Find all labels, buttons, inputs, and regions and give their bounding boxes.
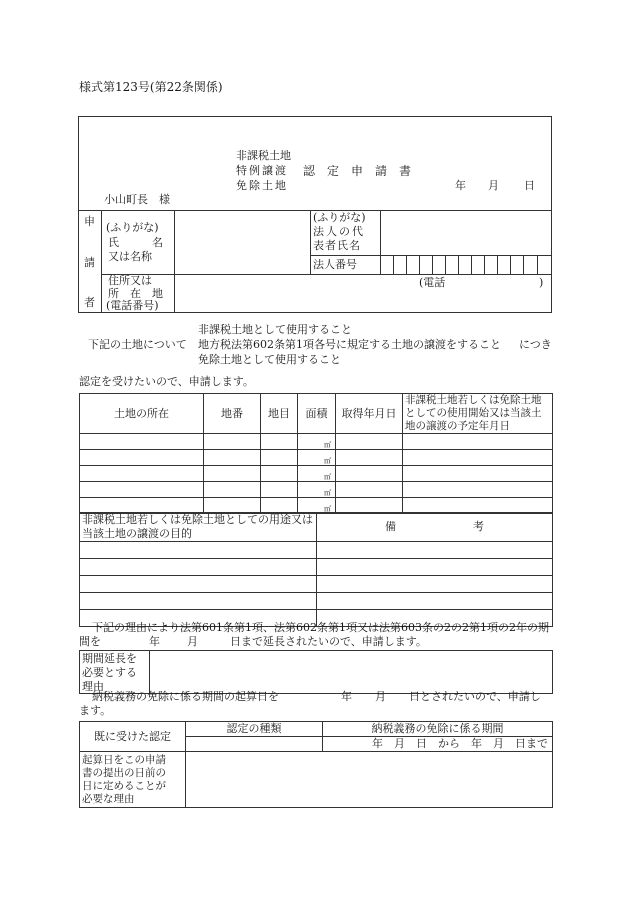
applicant-side-2: 請 bbox=[84, 256, 95, 269]
title-option-2: 特例譲渡 bbox=[236, 164, 288, 177]
table-row bbox=[80, 541, 553, 558]
remarks-cell[interactable] bbox=[317, 592, 553, 609]
start-date-reason-input[interactable] bbox=[186, 752, 553, 808]
rep-label-3: 表者氏名 bbox=[313, 239, 361, 252]
rep-label-2: 法人の代 bbox=[313, 225, 365, 238]
location-cell[interactable] bbox=[80, 450, 204, 466]
location-cell[interactable] bbox=[80, 466, 204, 482]
remarks-cell[interactable] bbox=[317, 541, 553, 558]
category-cell[interactable] bbox=[261, 434, 298, 450]
table-row bbox=[80, 592, 553, 609]
name-label-2: 又は名称 bbox=[108, 250, 152, 263]
area-cell[interactable]: ㎡ bbox=[298, 498, 336, 514]
request-suffix: につき bbox=[519, 338, 552, 351]
address-label-2: 所 在 地 bbox=[108, 287, 163, 300]
planned-cell[interactable] bbox=[403, 450, 553, 466]
address-label-1: 住所又は bbox=[108, 274, 152, 287]
addressee: 小山町長 様 bbox=[104, 193, 170, 206]
start-date-reason-label bbox=[80, 752, 186, 808]
purpose-table bbox=[79, 512, 553, 627]
reason-label-line: 期間延長を bbox=[82, 652, 137, 665]
request-option-3: 免除土地として使用すること bbox=[198, 353, 341, 366]
land-table bbox=[79, 393, 553, 514]
location-cell[interactable] bbox=[80, 482, 204, 498]
reason-label-line: 必要な理由 bbox=[82, 793, 135, 806]
planned-cell[interactable] bbox=[403, 434, 553, 450]
area-cell[interactable]: ㎡ bbox=[298, 482, 336, 498]
purpose-cell[interactable] bbox=[80, 558, 317, 575]
extension-month: 月 bbox=[187, 635, 198, 648]
date-month-label: 月 bbox=[488, 179, 499, 192]
request-line2: 認定を受けたいので、申請します。 bbox=[79, 375, 254, 388]
area-cell[interactable]: ㎡ bbox=[298, 466, 336, 482]
lot-cell[interactable] bbox=[204, 482, 261, 498]
rep-label-1: (ふりがな) bbox=[313, 211, 366, 224]
form-title: 認 定 申 請 書 bbox=[303, 164, 412, 178]
header-purpose: 非課税土地若しくは免除土地としての用途又は当該土地の譲渡の目的 bbox=[80, 513, 317, 542]
extension-reason-label bbox=[80, 651, 150, 694]
lot-cell[interactable] bbox=[204, 466, 261, 482]
header-lot-number: 地番 bbox=[204, 394, 261, 434]
location-cell[interactable] bbox=[80, 434, 204, 450]
category-cell[interactable] bbox=[261, 482, 298, 498]
acquired-cell[interactable] bbox=[336, 434, 403, 450]
lot-cell[interactable] bbox=[204, 450, 261, 466]
header-remarks: 備 考 bbox=[317, 513, 553, 542]
phone-close: ) bbox=[539, 276, 544, 289]
header-land-category: 地目 bbox=[261, 394, 298, 434]
area-cell[interactable]: ㎡ bbox=[298, 450, 336, 466]
table-row bbox=[80, 450, 553, 466]
exemption-month: 月 bbox=[375, 690, 386, 703]
area-cell[interactable]: ㎡ bbox=[298, 434, 336, 450]
purpose-cell[interactable] bbox=[80, 541, 317, 558]
category-cell[interactable] bbox=[261, 466, 298, 482]
purpose-cell[interactable] bbox=[80, 575, 317, 592]
address-label-3: (電話番号) bbox=[106, 299, 159, 312]
header-planned-date: 非課税土地若しくは免除土地としての使用開始又は当該土地の譲渡の予定年月日 bbox=[403, 394, 553, 434]
form-number: 様式第123号(第22条関係) bbox=[79, 80, 223, 94]
extension-reason-input[interactable] bbox=[150, 651, 553, 694]
exemption-table bbox=[79, 721, 553, 808]
reason-label-line: 理由 bbox=[82, 679, 104, 693]
name-furigana-label: (ふりがな) bbox=[106, 221, 159, 234]
acquired-cell[interactable] bbox=[336, 466, 403, 482]
title-option-1: 非課税土地 bbox=[236, 149, 291, 162]
date-year-label: 年 bbox=[455, 179, 466, 192]
exemption-line1-a: 納税義務の免除に係る期間の起算日を bbox=[92, 690, 279, 703]
remarks-cell[interactable] bbox=[317, 558, 553, 575]
reason-label-line: 日に定めることが bbox=[82, 780, 166, 793]
purpose-cell[interactable] bbox=[80, 592, 317, 609]
reason-label-line: 起算日をこの申請 bbox=[82, 754, 166, 766]
extension-line2-a: 間を bbox=[79, 635, 101, 648]
applicant-side-1: 申 bbox=[84, 215, 95, 228]
header-area: 面積 bbox=[298, 394, 336, 434]
category-cell[interactable] bbox=[261, 450, 298, 466]
extension-table bbox=[79, 650, 553, 694]
table-row bbox=[80, 466, 553, 482]
exemption-year: 年 bbox=[341, 690, 352, 703]
corp-number-label: 法人番号 bbox=[313, 258, 357, 271]
exemption-line1-d: 日とされたいので、申請し bbox=[409, 690, 541, 703]
phone-label: (電話 bbox=[419, 276, 446, 289]
header-acquired-date: 取得年月日 bbox=[336, 394, 403, 434]
reason-label-line: 書の提出の日前の bbox=[82, 767, 166, 780]
title-option-3: 免除土地 bbox=[236, 179, 288, 192]
request-option-2: 地方税法第602条第1項各号に規定する土地の譲渡をすること bbox=[198, 338, 501, 351]
certification-type-header: 認定の種類 bbox=[186, 722, 323, 737]
acquired-cell[interactable] bbox=[336, 482, 403, 498]
extension-line2-d: 日まで延長されたいので、申請します。 bbox=[230, 635, 427, 648]
exemption-period-fields[interactable]: 年 月 日 から 年 月 日まで bbox=[323, 737, 553, 752]
reason-label-line: 必要とする bbox=[82, 665, 137, 679]
certification-type-input[interactable] bbox=[186, 737, 323, 752]
exemption-line2: ます。 bbox=[79, 704, 112, 717]
planned-cell[interactable] bbox=[403, 466, 553, 482]
planned-cell[interactable] bbox=[403, 482, 553, 498]
table-row bbox=[80, 558, 553, 575]
exemption-period-header: 納税義務の免除に係る期間 bbox=[323, 722, 553, 737]
request-prefix: 下記の土地について bbox=[88, 338, 187, 351]
request-option-1: 非課税土地として使用すること bbox=[198, 323, 352, 336]
date-day-label: 日 bbox=[524, 179, 535, 192]
acquired-cell[interactable] bbox=[336, 450, 403, 466]
name-label-1: 氏 名 bbox=[108, 236, 163, 249]
table-row bbox=[80, 434, 553, 450]
header-location: 土地の所在 bbox=[80, 394, 204, 434]
extension-line1: 下記の理由により法第601条第1項、法第602条第1項又は法第603条の2の2第1項の2年の期 bbox=[92, 621, 549, 634]
table-row bbox=[80, 482, 553, 498]
lot-cell[interactable] bbox=[204, 434, 261, 450]
remarks-cell[interactable] bbox=[317, 575, 553, 592]
applicant-side-3: 者 bbox=[84, 296, 95, 309]
prior-certification-label: 既に受けた認定 bbox=[80, 722, 186, 752]
extension-year: 年 bbox=[149, 635, 160, 648]
table-row bbox=[80, 575, 553, 592]
